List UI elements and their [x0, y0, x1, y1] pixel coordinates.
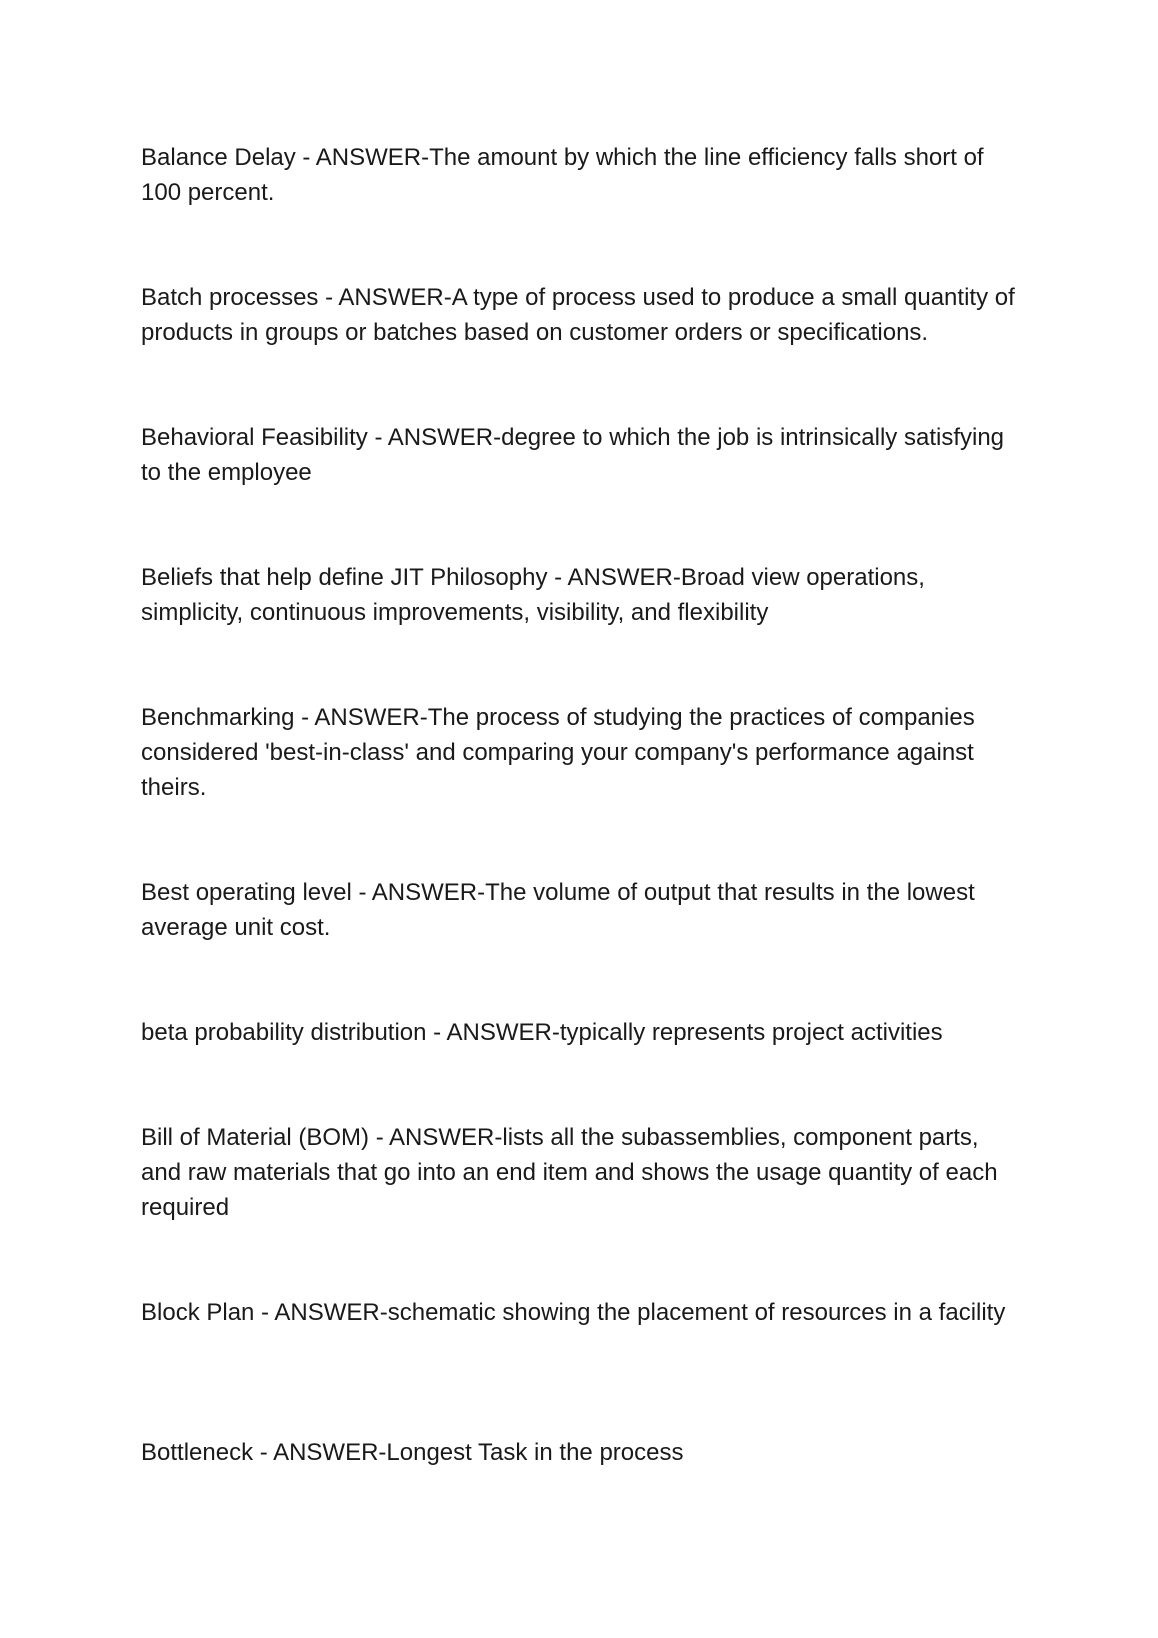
entry-bill-of-material: Bill of Material (BOM) - ANSWER-lists all the subassemblies, component parts, and raw materials that go into an end item and shows the usage quantity of each required — [141, 1124, 998, 1221]
entry-batch-processes: Batch processes - ANSWER-A type of process used to produce a small quantity of products in groups or batches based on customer orders or specifications. — [141, 284, 1015, 346]
entry-beta-probability-distribution: beta probability distribution - ANSWER-typically represents project activities — [141, 1019, 943, 1046]
entry-balance-delay: Balance Delay - ANSWER-The amount by which the line efficiency falls short of 100 percent. — [141, 144, 984, 206]
entry-benchmarking: Benchmarking - ANSWER-The process of studying the practices of companies considered 'best-in-class' and comparing your company's performance against theirs. — [141, 704, 975, 801]
entry-bottleneck: Bottleneck - ANSWER-Longest Task in the process — [141, 1439, 684, 1466]
entry-best-operating-level: Best operating level - ANSWER-The volume of output that results in the lowest average unit cost. — [141, 879, 975, 941]
entry-behavioral-feasibility: Behavioral Feasibility - ANSWER-degree to which the job is intrinsically satisfying to the employee — [141, 424, 1005, 486]
entry-block-plan: Block Plan - ANSWER-schematic showing the placement of resources in a facility — [141, 1299, 1006, 1326]
entry-jit-philosophy: Beliefs that help define JIT Philosophy - ANSWER-Broad view operations, simplicity, continuous improvements, visibility, and flexibility — [141, 564, 925, 626]
